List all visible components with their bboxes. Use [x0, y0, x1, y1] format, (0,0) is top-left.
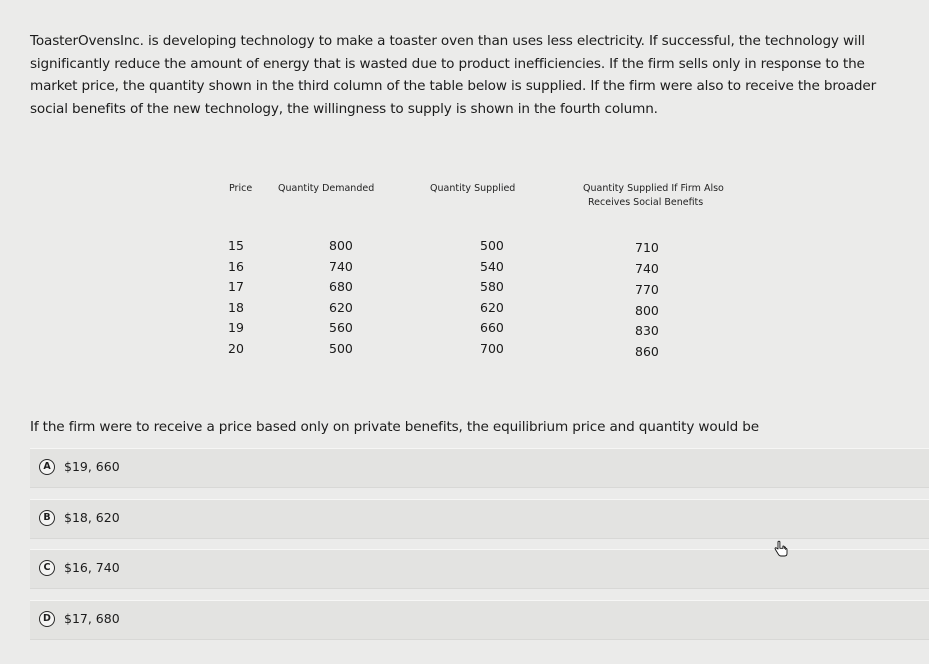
- header-social-supply-line2: Receives Social Benefits: [588, 197, 704, 208]
- answer-option-a[interactable]: [30, 448, 929, 488]
- cell-demanded: 620: [329, 300, 353, 315]
- option-letter-badge: B: [39, 510, 55, 526]
- header-quantity-supplied: Quantity Supplied: [430, 183, 516, 194]
- cell-demanded: 740: [329, 259, 353, 274]
- header-social-supply-line1: Quantity Supplied If Firm Also: [583, 183, 724, 194]
- header-price: Price: [229, 183, 253, 194]
- cell-demanded: 500: [329, 341, 353, 356]
- option-label: $17, 680: [64, 611, 120, 626]
- cell-demanded: 800: [329, 238, 353, 253]
- cell-social: 830: [635, 323, 659, 338]
- option-letter-badge: D: [39, 611, 55, 627]
- option-label: $18, 620: [64, 510, 120, 525]
- option-letter-badge: C: [39, 560, 55, 576]
- cell-price: 15: [228, 238, 244, 253]
- cell-price: 17: [228, 279, 244, 294]
- cell-supplied: 580: [480, 279, 504, 294]
- cell-social: 710: [635, 240, 659, 255]
- cell-supplied: 500: [480, 238, 504, 253]
- cell-social: 770: [635, 282, 659, 297]
- option-label: $19, 660: [64, 459, 120, 474]
- cell-price: 19: [228, 320, 244, 335]
- header-quantity-demanded: Quantity Demanded: [278, 183, 375, 194]
- option-label: $16, 740: [64, 560, 120, 575]
- option-letter-badge: A: [39, 459, 55, 475]
- cell-demanded: 560: [329, 320, 353, 335]
- cell-price: 20: [228, 341, 244, 356]
- cell-supplied: 660: [480, 320, 504, 335]
- cell-price: 16: [228, 259, 244, 274]
- cell-supplied: 620: [480, 300, 504, 315]
- question-text: ToasterOvensInc. is developing technology to make a toaster oven than uses less electricity. If successful, the technology will significantly reduce the amount of energy that is wasted due to product inefficiencies. If the firm sells only in response to the market price, the quantity shown in the third column of the table below is supplied. If the firm were also to receive the broader social benefits of the new technology, the willingness to supply is shown in the fourth column.: [30, 33, 877, 117]
- cell-social: 800: [635, 303, 659, 318]
- cell-social: 860: [635, 344, 659, 359]
- hand-pointer-icon: [772, 540, 790, 558]
- answer-option-b[interactable]: [30, 499, 929, 539]
- cell-demanded: 680: [329, 279, 353, 294]
- cell-price: 18: [228, 300, 244, 315]
- cell-supplied: 540: [480, 259, 504, 274]
- cell-supplied: 700: [480, 341, 504, 356]
- answer-option-c[interactable]: [30, 549, 929, 589]
- question-prompt: If the firm were to receive a price based only on private benefits, the equilibrium price and quantity would be: [30, 419, 760, 435]
- answer-option-d[interactable]: [30, 600, 929, 640]
- cell-social: 740: [635, 261, 659, 276]
